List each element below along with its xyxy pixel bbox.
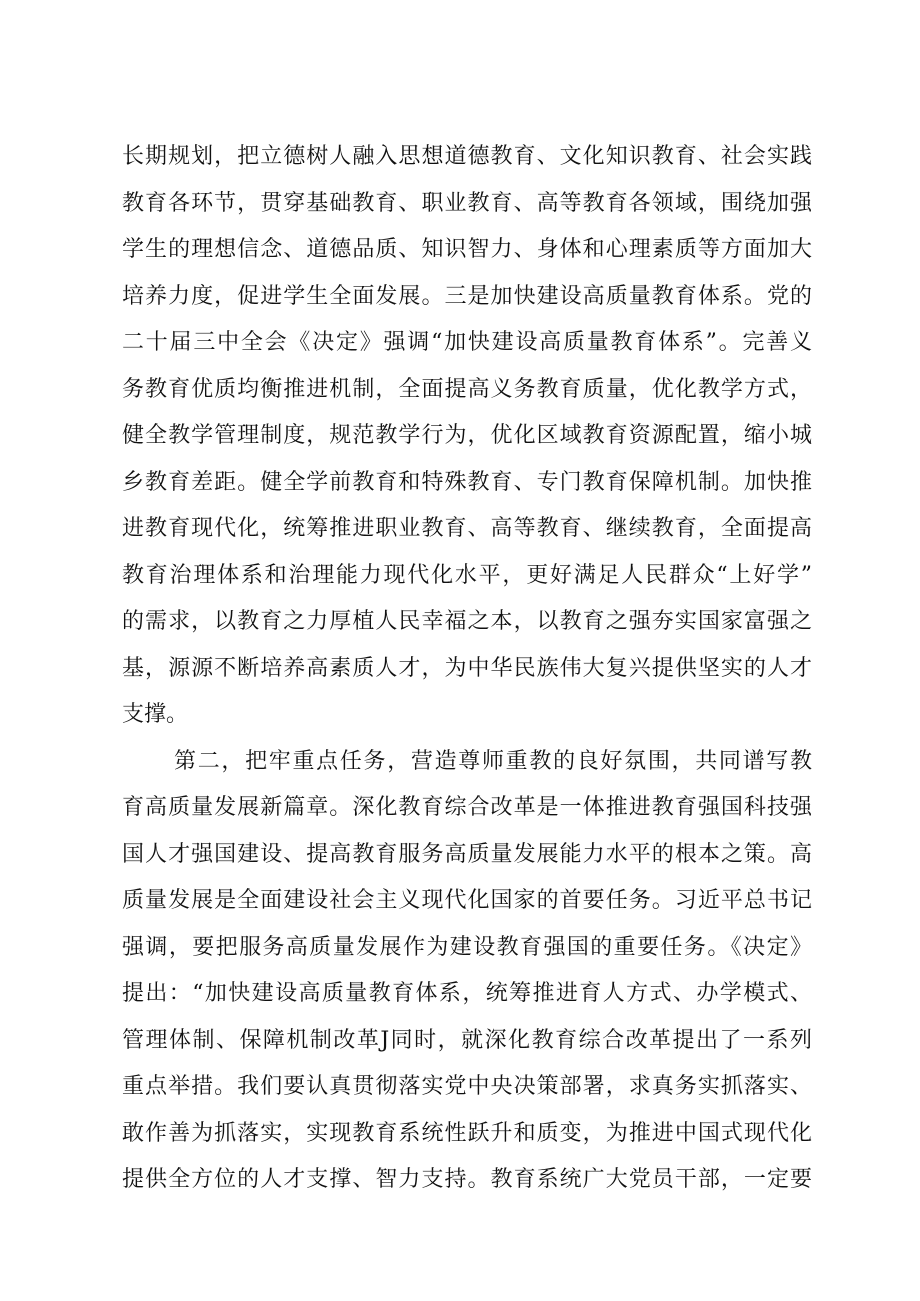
text-line: 的需求，以教育之力厚植人民幸福之本，以教育之强夯实国家富强之 <box>122 609 812 634</box>
text-line: 进教育现代化，统筹推进职业教育、高等教育、继续教育，全面提高 <box>122 516 812 541</box>
text-line: 提供全方位的人才支撑、智力支持。教育系统广大党员干部，一定要 <box>122 1167 812 1192</box>
text-line: 长期规划，把立德树人融入思想道德教育、文化知识教育、社会实践 <box>122 144 812 169</box>
paragraph-1 <box>122 134 812 739</box>
text-line: 提出：“加快建设高质量教育体系，统筹推进育人方式、办学模式、 <box>122 981 812 1006</box>
text-line: 基，源源不断培养高素质人才，为中华民族伟大复兴提供坚实的人才 <box>122 655 812 681</box>
text-line: 强调，要把服务高质量发展作为建设教育强国的重要任务。《决定》 <box>122 934 812 960</box>
paragraph-2 <box>122 739 812 1204</box>
text-line: 培养力度，促进学生全面发展。三是加快建设高质量教育体系。党的 <box>122 283 812 309</box>
text-line: 支撑。 <box>122 702 189 727</box>
text-line: 务教育优质均衡推进机制，全面提高义务教育质量，优化教学方式， <box>122 376 812 402</box>
text-line: 管理体制、保障机制改革J同时，就深化教育综合改革提出了一系列 <box>122 1027 812 1053</box>
text-line: 乡教育差距。健全学前教育和特殊教育、专门教育保障机制。加快推 <box>122 469 812 495</box>
text-line: 教育治理体系和治理能力现代化水平，更好满足人民群众“上好学” <box>122 562 812 588</box>
text-line: 教育各环节，贯穿基础教育、职业教育、高等教育各领域，围绕加强 <box>122 190 812 216</box>
text-line: 重点举措。我们要认真贯彻落实党中央决策部署，求真务实抓落实、 <box>122 1074 812 1099</box>
text-line: 质量发展是全面建设社会主义现代化国家的首要任务。习近平总书记 <box>122 888 812 913</box>
text-line: 育高质量发展新篇章。深化教育综合改革是一体推进教育强国科技强 <box>122 795 812 820</box>
text-line: 二十届三中全会《决定》强调“加快建设高质量教育体系”。完善义 <box>122 330 812 355</box>
text-line: 国人才强国建设、提高教育服务高质量发展能力水平的根本之策。高 <box>122 841 812 867</box>
text-line: 敢作善为抓落实，实现教育系统性跃升和质变，为推进中国式现代化 <box>122 1120 812 1146</box>
text-line: 第二，把牢重点任务，营造尊师重教的良好氛围，共同谱写教 <box>174 748 812 774</box>
text-line: 学生的理想信念、道德品质、知识智力、身体和心理素质等方面加大 <box>122 237 812 262</box>
text-line: 健全教学管理制度，规范教学行为，优化区域教育资源配置，缩小城 <box>122 423 812 448</box>
document-body <box>122 134 812 1204</box>
